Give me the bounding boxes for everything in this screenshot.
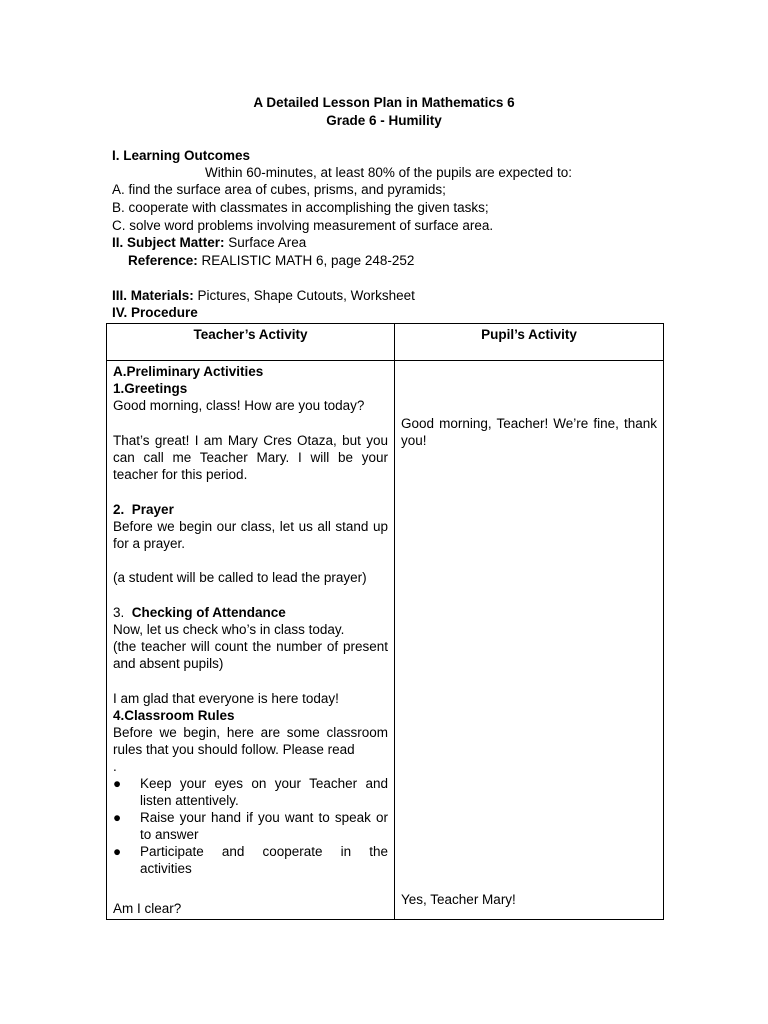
pupil-activity-cell [395,361,664,920]
pupil-greeting-response: Good morning, Teacher! We’re fine, thank you! [401,416,657,448]
document-subtitle: Grade 6 - Humility [326,113,442,128]
bullet-icon: ● [113,810,122,825]
rules-heading: 4.Classroom Rules [113,708,235,723]
rules-text: Before we begin, here are some classroom rules that you should follow. Please read [113,725,388,757]
procedure-table [106,323,664,920]
attendance-glad: I am glad that everyone is here today! [113,691,339,706]
reference [128,253,414,268]
prayer-heading [113,501,388,518]
prayer-note: (a student will be called to lead the prayer) [113,570,367,585]
table-header-row [107,324,664,361]
outcome-item: A. find the surface area of cubes, prisms, and pyramids; [112,182,446,197]
greeting-response: That’s great! I am Mary Cres Otaza, but you can call me Teacher Mary. I will be your teacher for this period. [113,433,388,482]
list-item [113,843,388,877]
prayer-number: 2. [113,502,125,517]
pupil-activity-header: Pupil’s Activity [395,324,664,361]
materials-value: Pictures, Shape Cutouts, Worksheet [193,288,415,303]
greeting-question: Good morning, class! How are you today? [113,398,365,413]
pupil-yes-response: Yes, Teacher Mary! [401,892,516,907]
attendance-number: 3. [113,605,125,620]
outcome-item: B. cooperate with classmates in accomplishing the given tasks; [112,200,489,215]
materials-label: III. Materials: [112,288,194,303]
reference-label: Reference: [128,253,198,268]
prayer-title: Prayer [131,502,174,517]
learning-outcomes-heading: I. Learning Outcomes [112,148,251,163]
attendance-note: (the teacher will count the number of present and absent pupils) [113,639,388,671]
rule-text-cont: activities [140,861,192,876]
subject-matter [112,235,306,250]
greetings-heading: 1.Greetings [113,381,188,396]
teacher-activity-cell [107,361,395,920]
list-item [113,809,388,843]
subject-matter-value: Surface Area [224,235,307,250]
rule-text: Keep your eyes on your Teacher and listen attentively. [140,776,388,808]
table-row [107,361,664,920]
list-item [113,775,388,809]
document-title: A Detailed Lesson Plan in Mathematics 6 [253,95,515,110]
rule-text: Participate and cooperate in the [140,844,388,859]
reference-value: REALISTIC MATH 6, page 248-252 [197,253,415,268]
preliminary-heading: A.Preliminary Activities [113,364,264,379]
prayer-text: Before we begin our class, let us all stand up for a prayer. [113,519,388,551]
bullet-icon: ● [113,844,122,859]
attendance-text: Now, let us check who’s in class today. [113,622,345,637]
bullet-icon: ● [113,776,122,791]
rules-dot: . [113,759,117,774]
clear-question: Am I clear? [113,901,182,916]
attendance-title: Checking of Attendance [131,605,286,620]
attendance-heading [113,604,388,621]
outcome-item: C. solve word problems involving measurement of surface area. [112,218,494,233]
teacher-activity-header: Teacher’s Activity [107,324,395,361]
subject-matter-label: II. Subject Matter: [112,235,225,250]
learning-outcomes-intro: Within 60-minutes, at least 80% of the pupils are expected to: [205,165,572,180]
materials [112,288,415,303]
rule-text: Raise your hand if you want to speak or to answer [140,810,388,842]
procedure-heading: IV. Procedure [112,305,198,320]
